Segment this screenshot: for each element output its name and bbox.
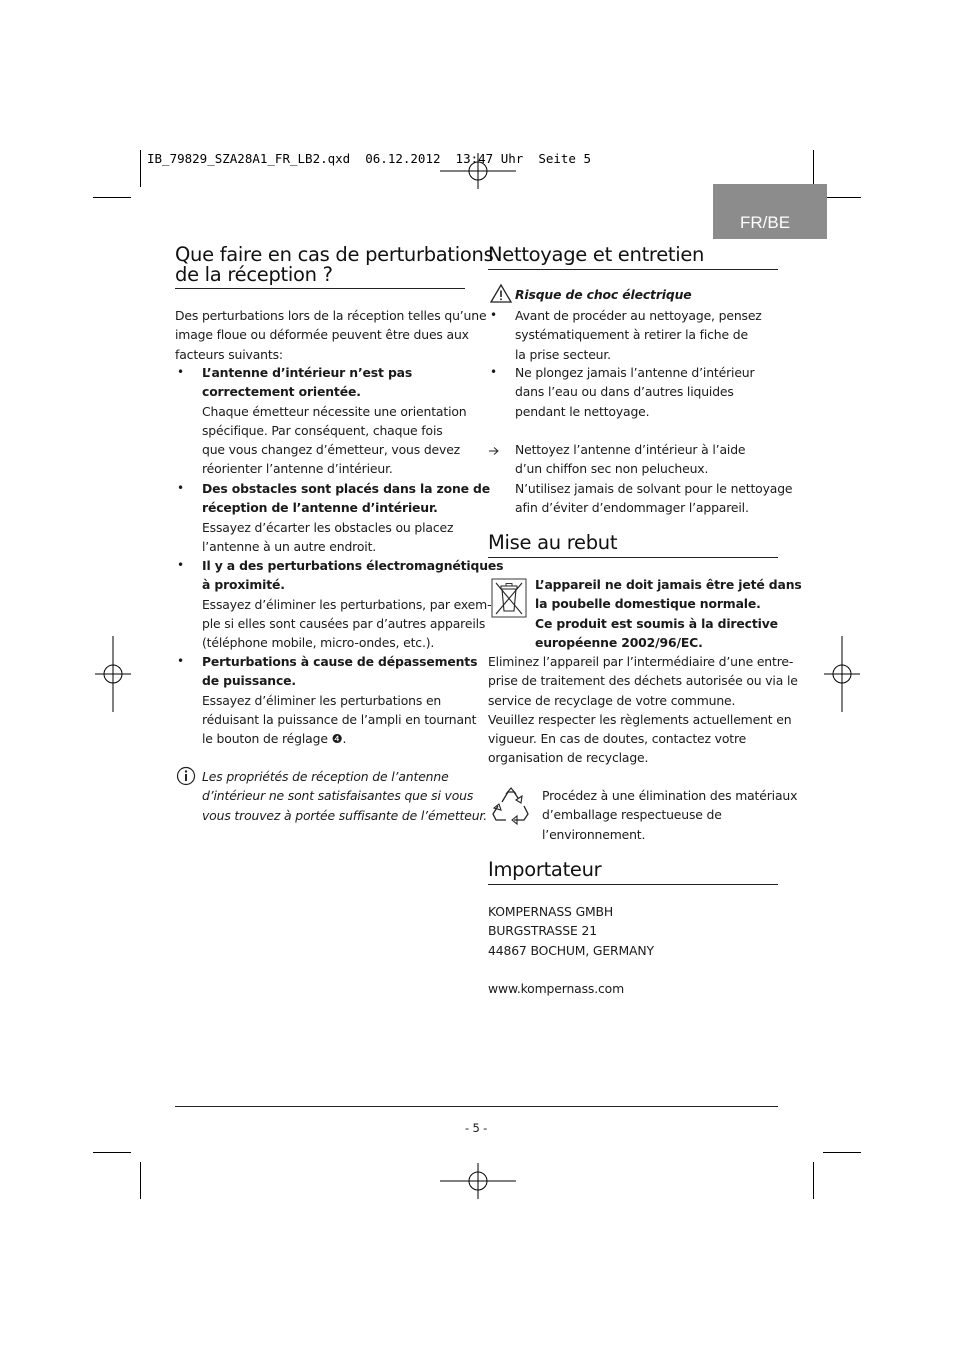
section-title-disposal: Mise au rebut xyxy=(488,531,618,554)
text-line: d’emballage respectueuse de xyxy=(542,807,722,823)
crop-mark xyxy=(823,1152,861,1153)
crop-mark xyxy=(140,150,141,187)
list-item xyxy=(515,363,754,421)
instruction-text xyxy=(515,440,792,517)
disposal-warning xyxy=(535,575,802,652)
print-slug: IB_79829_SZA28A1_FR_LB2.qxd 06.12.2012 13:47 Uhr Seite 5 xyxy=(147,151,592,166)
bullet: • xyxy=(177,654,185,668)
disposal-line: la poubelle domestique normale. xyxy=(535,596,761,612)
item-text: Essayez d’éliminer les perturbations en xyxy=(202,692,442,708)
registration-mark-icon xyxy=(440,153,516,189)
list-item xyxy=(202,556,503,652)
item-heading: à proximité. xyxy=(202,577,285,593)
note-text xyxy=(202,767,487,825)
list-item xyxy=(515,306,762,364)
text-line: Procédez à une élimination des matériaux xyxy=(542,788,798,803)
item-text: ple si elles sont causées par d’autres appareils xyxy=(202,615,486,631)
text-line: service de recyclage de votre commune. xyxy=(488,692,736,708)
section-rule xyxy=(488,884,778,885)
note-line: d’intérieur ne sont satisfaisantes que si vous xyxy=(202,788,474,804)
section-rule xyxy=(175,288,465,289)
text-line: Veuillez respecter les règlements actuellement en xyxy=(488,711,792,727)
item-heading: Perturbations à cause de dépassements xyxy=(202,654,478,669)
item-heading: correctement orientée. xyxy=(202,384,361,400)
item-heading: L’antenne d’intérieur n’est pas xyxy=(202,365,413,380)
item-heading: réception de l’antenne d’intérieur. xyxy=(202,500,438,516)
text-line: vigueur. En cas de doutes, contactez votre xyxy=(488,731,747,747)
crop-mark xyxy=(93,197,131,198)
recycle-icon xyxy=(490,786,532,826)
list-item xyxy=(202,652,477,748)
item-text: Chaque émetteur nécessite une orientation xyxy=(202,403,467,419)
item-heading: Des obstacles sont placés dans la zone de xyxy=(202,481,491,496)
note-line: Les propriétés de réception de l’antenne xyxy=(202,769,449,784)
website-link[interactable]: www.kompernass.com xyxy=(488,981,625,996)
arrow-right-icon xyxy=(488,446,500,456)
section-rule xyxy=(488,557,778,558)
section-title-importer: Importateur xyxy=(488,858,602,881)
list-item xyxy=(202,363,467,479)
disposal-line: européenne 2002/96/EC. xyxy=(535,634,703,650)
instruction-line: afin d’éviter d’endommager l’appareil. xyxy=(515,499,749,515)
item-text: Ne plongez jamais l’antenne d’intérieur xyxy=(515,365,755,380)
instruction-line: N’utilisez jamais de solvant pour le nettoyage xyxy=(515,480,793,496)
bullet: • xyxy=(177,481,185,495)
instruction-line: d’un chiffon sec non pelucheux. xyxy=(515,461,709,477)
item-text: systématiquement à retirer la fiche de xyxy=(515,327,748,343)
item-text: réorienter l’antenne d’intérieur. xyxy=(202,461,393,477)
language-tab xyxy=(713,184,827,239)
text-line: organisation de recyclage. xyxy=(488,750,649,766)
item-text: l’antenne à un autre endroit. xyxy=(202,538,377,554)
item-text: (téléphone mobile, micro-ondes, etc.). xyxy=(202,635,435,651)
item-text: Essayez d’éliminer les perturbations, par exem- xyxy=(202,596,492,612)
item-text: dans l’eau ou dans d’autres liquides xyxy=(515,384,734,400)
item-text: la prise secteur. xyxy=(515,346,611,362)
section-title-cleaning: Nettoyage et entretien xyxy=(488,243,705,266)
text-line: facteurs suivants: xyxy=(175,346,283,362)
crop-mark xyxy=(813,150,814,187)
footer-rule xyxy=(175,1106,778,1107)
title-line: Que faire en cas de perturbations xyxy=(175,243,494,266)
text-line: Des perturbations lors de la réception telles qu’une xyxy=(175,308,487,323)
language-tab-label: FR/BE xyxy=(740,213,791,232)
item-heading: de puissance. xyxy=(202,673,296,689)
crop-mark xyxy=(93,1152,131,1153)
packaging-text xyxy=(542,786,797,844)
crop-mark xyxy=(823,197,861,198)
registration-mark-icon xyxy=(95,636,131,712)
importer-address xyxy=(488,902,654,960)
list-item xyxy=(202,479,490,556)
section-rule xyxy=(488,269,778,270)
bullet: • xyxy=(490,308,498,322)
warning-triangle-icon xyxy=(490,284,512,303)
bullet: • xyxy=(177,365,185,379)
text-line: prise de traitement des déchets autorisée ou via le xyxy=(488,673,798,689)
registration-mark-icon xyxy=(824,636,860,712)
intro-paragraph xyxy=(175,306,486,364)
bullet: • xyxy=(490,365,498,379)
item-text: le bouton de réglage ❹. xyxy=(202,731,347,747)
item-text: Avant de procéder au nettoyage, pensez xyxy=(515,308,762,323)
instruction-line: Nettoyez l’antenne d’intérieur à l’aide xyxy=(515,442,746,457)
address-line: BURGSTRASSE 21 xyxy=(488,923,597,939)
section-title-reception xyxy=(175,245,493,285)
registration-mark-icon xyxy=(440,1163,516,1199)
title-line: de la réception ? xyxy=(175,263,333,286)
item-text: que vous changez d’émetteur, vous devez xyxy=(202,442,461,458)
crop-mark xyxy=(813,1162,814,1199)
item-text: réduisant la puissance de l’ampli en tournant xyxy=(202,711,477,727)
item-text: pendant le nettoyage. xyxy=(515,403,650,419)
item-heading: Il y a des perturbations électromagnétiques xyxy=(202,558,504,573)
disposal-line: L’appareil ne doit jamais être jeté dans xyxy=(535,577,802,592)
item-text: Essayez d’écarter les obstacles ou placez xyxy=(202,519,454,535)
crossed-bin-icon xyxy=(491,578,527,618)
item-text: spécifique. Par conséquent, chaque fois xyxy=(202,422,443,438)
text-line: Eliminez l’appareil par l’intermédiaire d’une entre- xyxy=(488,654,794,669)
disposal-line: Ce produit est soumis à la directive xyxy=(535,615,778,631)
text-line: image floue ou déformée peuvent être dues aux xyxy=(175,327,469,343)
address-line: KOMPERNASS GMBH xyxy=(488,904,614,919)
page-number: - 5 - xyxy=(465,1121,488,1135)
info-icon xyxy=(176,766,196,786)
bullet: • xyxy=(177,558,185,572)
address-line: 44867 BOCHUM, GERMANY xyxy=(488,942,654,958)
text-line: l’environnement. xyxy=(542,826,646,842)
disposal-paragraph xyxy=(488,652,798,768)
warning-heading: Risque de choc électrique xyxy=(515,287,692,302)
crop-mark xyxy=(140,1162,141,1199)
note-line: vous trouvez à portée suffisante de l’émetteur. xyxy=(202,807,488,823)
